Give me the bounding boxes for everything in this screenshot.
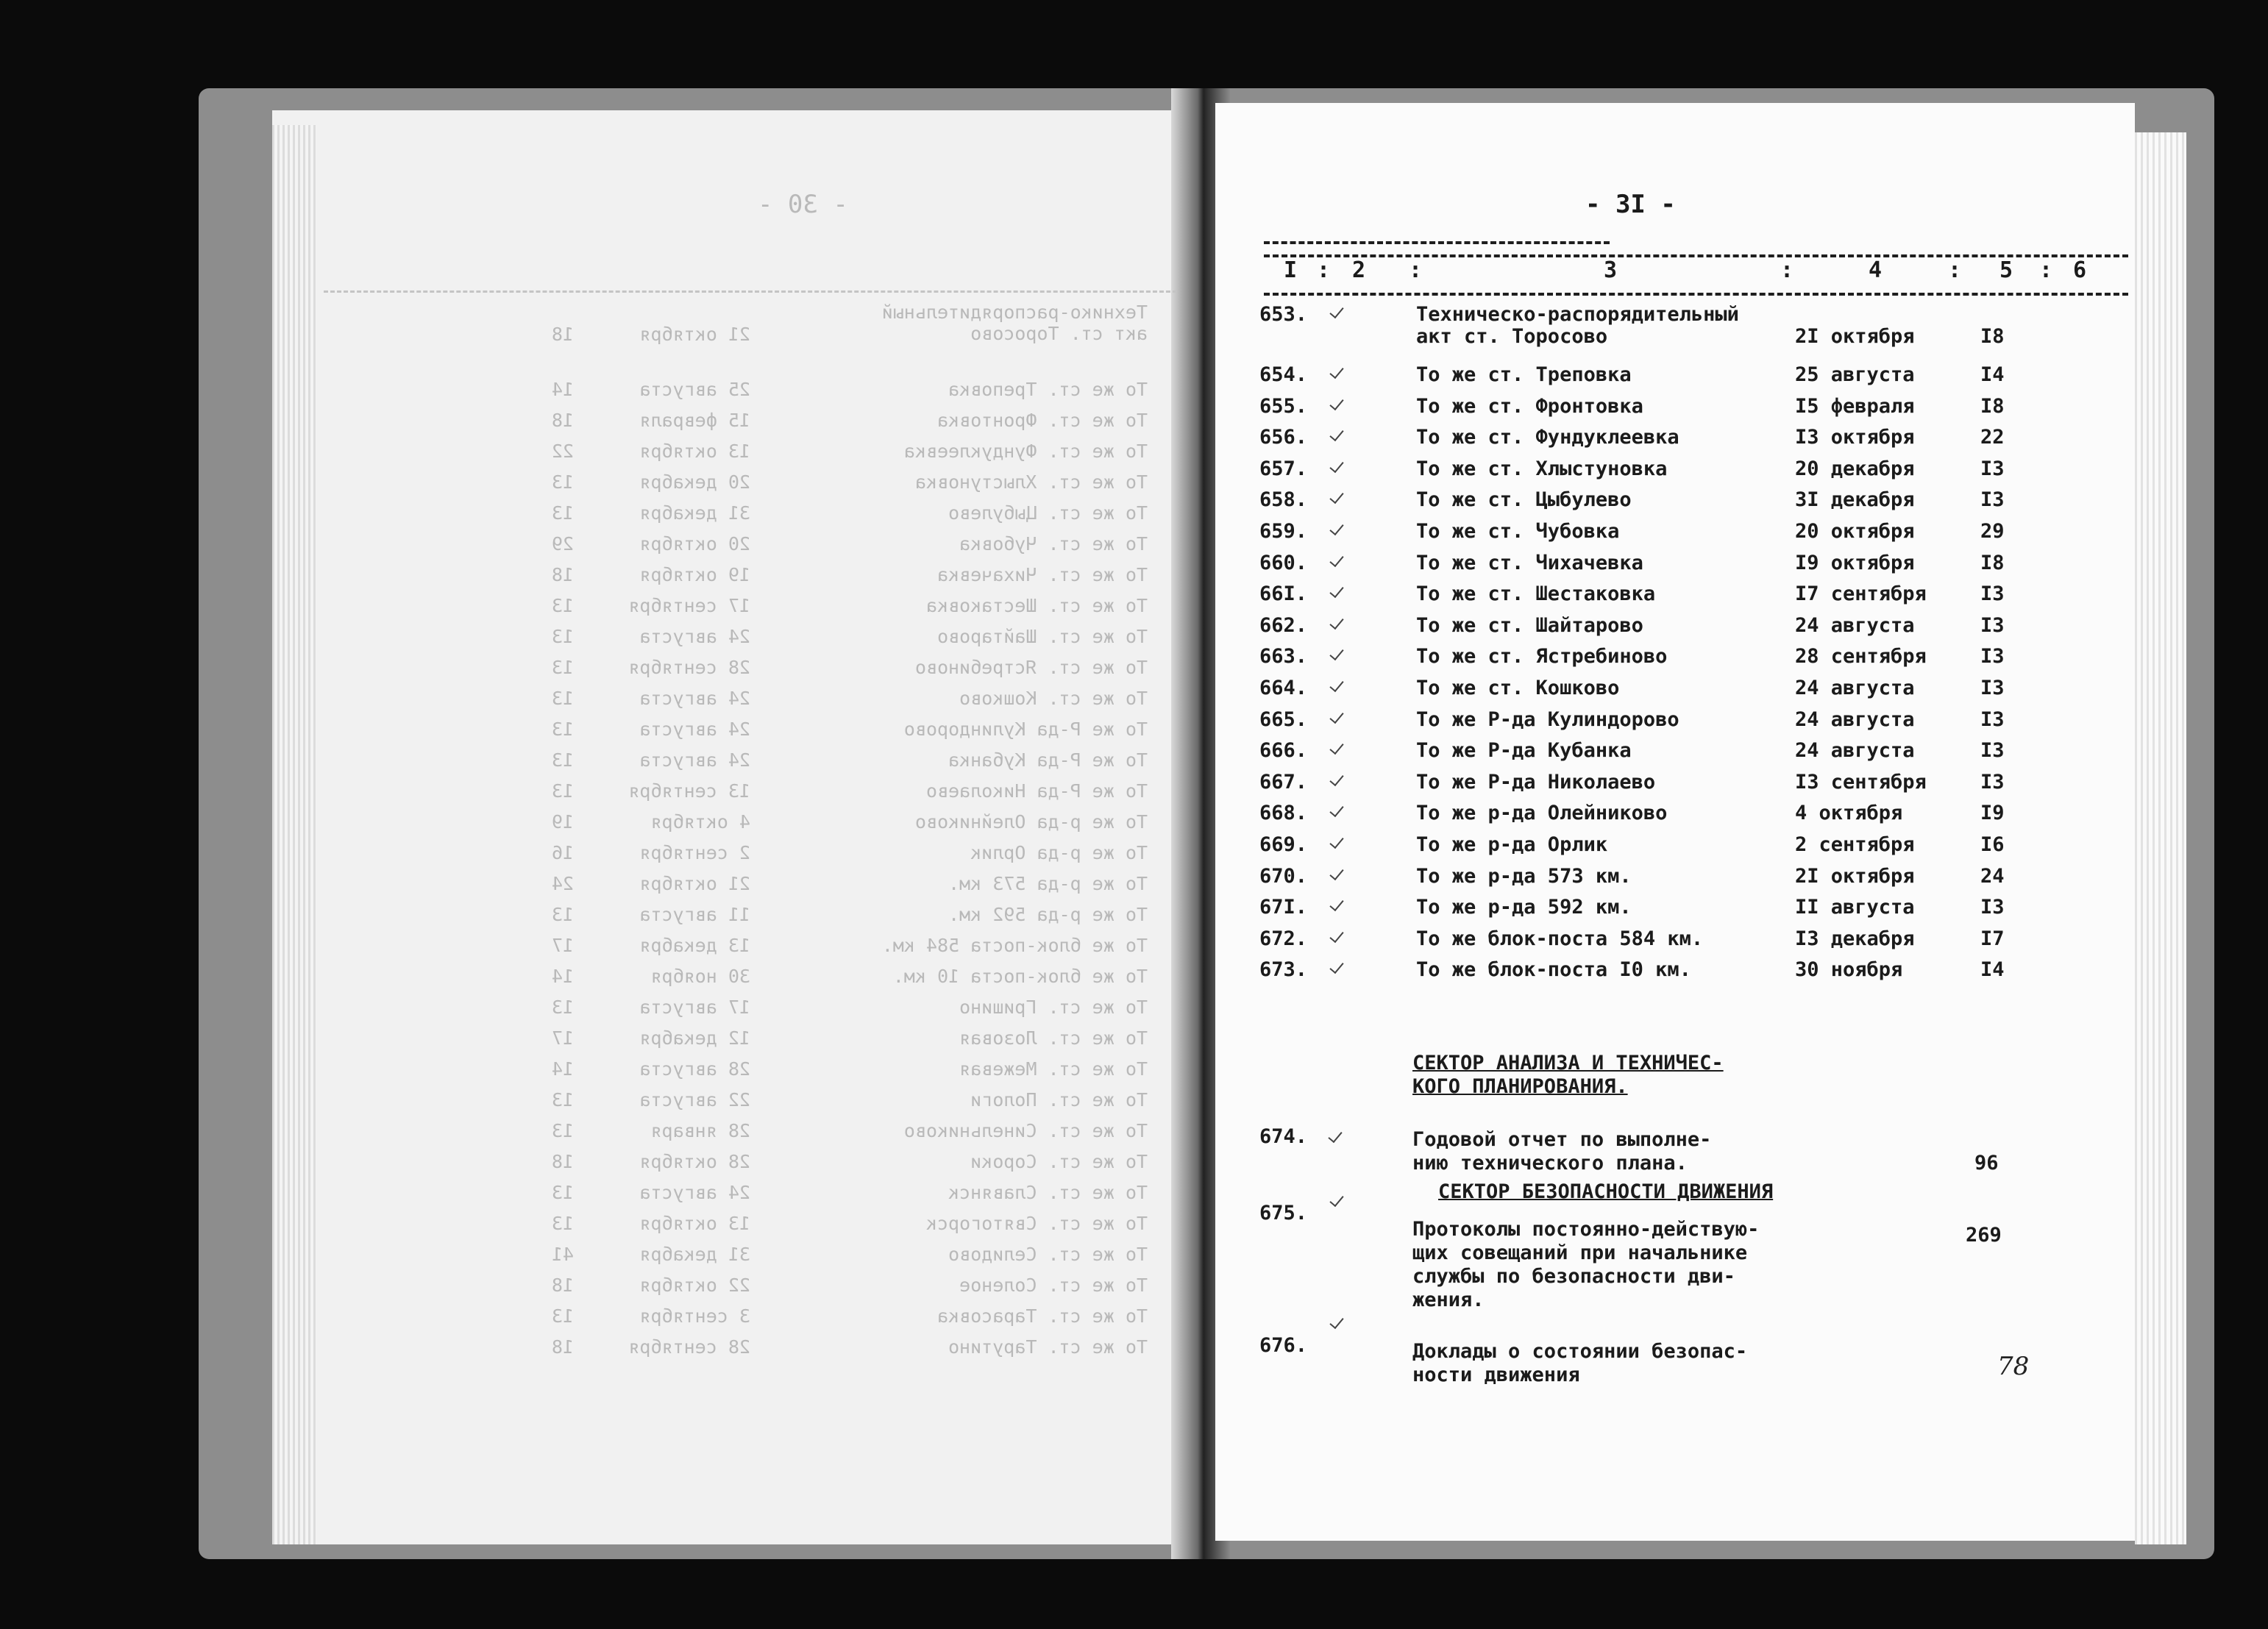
bleed-row <box>486 1120 1148 1150</box>
bleed-row-date: 31 декабря <box>639 1244 750 1265</box>
entry-676-number: 676. <box>1259 1334 1308 1357</box>
entry-description: То же р-да Олейниково <box>1416 802 1668 825</box>
bleed-row <box>486 595 1148 625</box>
col-header-6: 6 <box>2073 257 2087 283</box>
bleed-row-name: То же ст. Сороки <box>970 1151 1148 1172</box>
bleed-row-count: 18 <box>551 1336 574 1358</box>
bleed-row-count: 13 <box>551 1120 574 1141</box>
entry-number: 653. <box>1259 303 1308 326</box>
bleed-row-count: 13 <box>551 904 574 925</box>
entry-date: I7 сентября <box>1795 582 1927 606</box>
bleed-row <box>486 410 1148 440</box>
entry-number: 673. <box>1259 958 1308 982</box>
bleed-row-date: 17 августа <box>639 997 750 1018</box>
bleed-row <box>486 966 1148 996</box>
bleed-row-count: 13 <box>551 595 574 616</box>
bleed-row-date: 22 октября <box>639 1275 750 1296</box>
entry-description: То же ст. Кошково <box>1416 677 1620 699</box>
entry-number: 667. <box>1259 770 1308 794</box>
bleed-row-date: 4 октября <box>650 811 750 833</box>
bleed-row-date: 17 сентября <box>628 595 750 616</box>
entry-description: То же ст. Шайтарово <box>1416 613 1643 637</box>
bleed-row-date: 31 декабря <box>639 502 750 524</box>
entry-count: I6 <box>1980 833 2005 856</box>
entry-count: I3 <box>1980 896 2005 919</box>
bleed-row-count: 41 <box>551 1244 574 1265</box>
bleed-row-date: 24 августа <box>639 749 750 771</box>
entry-date: II августа <box>1795 896 1915 919</box>
bleed-row <box>486 780 1148 810</box>
bleed-row-count: 17 <box>551 1027 574 1049</box>
entry-date: 24 августа <box>1795 739 1915 763</box>
bleed-row-name: То же ст. Славянск <box>948 1182 1148 1203</box>
entry-number: 662. <box>1259 613 1308 637</box>
bleed-row-date: 25 августа <box>639 379 750 400</box>
section-safety-heading: СЕКТОР БЕЗОПАСНОСТИ ДВИЖЕНИЯ <box>1438 1180 1774 1203</box>
bleed-row-name: То же ст. Селидово <box>948 1244 1148 1265</box>
entry-date: 24 августа <box>1795 707 1915 731</box>
bleed-row-date: 13 октября <box>639 1213 750 1234</box>
bleed-row-date: 24 августа <box>639 719 750 740</box>
col-header-1: I <box>1284 257 1298 283</box>
bleed-row-count: 13 <box>551 1213 574 1234</box>
entry-count: I4 <box>1980 958 2005 982</box>
entry-count: I3 <box>1980 457 2005 480</box>
bleed-row-name: То же Р-да Кулиндорово <box>903 719 1148 740</box>
bleed-row <box>486 502 1148 532</box>
bleed-row-count: 18 <box>551 564 574 585</box>
entry-676-line1: Доклады о состоянии безопас- <box>1412 1340 1748 1363</box>
entry-number: 670. <box>1259 864 1308 888</box>
col-header-5: 5 <box>1999 257 2013 283</box>
entry-date: 4 октября <box>1795 802 1903 825</box>
bleed-row-name: То же ст. Тарутино <box>948 1336 1148 1358</box>
bleed-row-name: То же ст. Цыбулево <box>948 502 1148 524</box>
bleed-row-name: То же ст. Соленое <box>959 1275 1148 1296</box>
col-sep: : <box>1317 257 1331 283</box>
header-rule-short <box>1264 241 1610 244</box>
entry-675-number: 675. <box>1259 1202 1308 1225</box>
page-edge-stack <box>2135 132 2186 1544</box>
entry-number: 660. <box>1259 551 1308 574</box>
entry-count: I8 <box>1980 551 2005 574</box>
entry-number: 656. <box>1259 426 1308 449</box>
bleed-row-count: 18 <box>551 410 574 431</box>
bleed-row-count: 13 <box>551 1089 574 1111</box>
bleed-row-count: 24 <box>551 873 574 894</box>
bleed-top-date: 21 октября <box>639 324 750 345</box>
bleed-row-date: 24 августа <box>639 1182 750 1203</box>
entry-date: 2 сентября <box>1795 833 1915 856</box>
bleed-row-count: 13 <box>551 657 574 678</box>
bleed-row-date: 30 ноября <box>650 966 750 987</box>
bleed-row-date: 13 сентября <box>628 780 750 802</box>
entry-date: 3I декабря <box>1795 488 1915 512</box>
entry-number: 657. <box>1259 457 1308 480</box>
bleed-row-name: То же ст. Чихачевка <box>937 564 1148 585</box>
entry-count: I3 <box>1980 582 2005 606</box>
bleed-row-name: То же ст. Шайтарово <box>937 626 1148 647</box>
handwritten-page-note: 78 <box>1997 1352 2030 1381</box>
bleed-row-date: 12 декабря <box>639 1027 750 1049</box>
bleed-row-count: 19 <box>551 811 574 833</box>
bleed-row-count: 22 <box>551 441 574 462</box>
bleed-row-count: 16 <box>551 842 574 863</box>
entry-date: I3 декабря <box>1795 927 1915 950</box>
entry-count: I3 <box>1980 707 2005 731</box>
col-header-2: 2 <box>1352 257 1366 283</box>
entry-number: 654. <box>1259 363 1308 386</box>
entry-count: I9 <box>1980 802 2005 825</box>
right-page-number: - 3I - <box>1585 190 1676 219</box>
bleed-row <box>486 1336 1148 1366</box>
bleed-top-count: 18 <box>551 324 574 345</box>
bleed-row-name: То же ст. Межевая <box>959 1058 1148 1080</box>
bleed-row-date: 20 октября <box>639 533 750 555</box>
left-header-rule <box>324 290 1177 293</box>
left-bleed-top-entry <box>486 302 1148 368</box>
entry-description: То же р-да 573 км. <box>1416 864 1632 888</box>
bleed-row-date: 28 января <box>650 1120 750 1141</box>
entry-number: 665. <box>1259 707 1308 731</box>
bleed-row-date: 24 августа <box>639 688 750 709</box>
entry-number: 659. <box>1259 520 1308 543</box>
entry-number: 666. <box>1259 739 1308 763</box>
col-sep: : <box>1948 257 1962 283</box>
col-header-4: 4 <box>1869 257 1883 283</box>
bleed-row-name: То же р-да Олейниково <box>914 811 1148 833</box>
bleed-row-count: 13 <box>551 780 574 802</box>
entry-date: 20 октября <box>1795 520 1915 543</box>
entry-count: I3 <box>1980 739 2005 763</box>
entry-description: То же Р-да Кубанка <box>1416 739 1632 763</box>
bleed-row-count: 14 <box>551 966 574 987</box>
entry-number: 672. <box>1259 927 1308 950</box>
entry-description: То же ст. Фронтовка <box>1416 394 1643 418</box>
bleed-row <box>486 1058 1148 1088</box>
bleed-row <box>486 873 1148 903</box>
bleed-row-count: 13 <box>551 626 574 647</box>
entry-number: 66I. <box>1259 582 1308 606</box>
entry-description: То же Р-да Кулиндорово <box>1416 707 1679 731</box>
entry-count: I8 <box>1980 325 2005 348</box>
bleed-row-name: То же р-да 573 км. <box>948 873 1148 894</box>
header-rule-bottom <box>1264 293 2128 296</box>
bleed-row <box>486 626 1148 656</box>
bleed-row-name: То же ст. Хлыстуновка <box>914 471 1148 493</box>
bleed-row <box>486 688 1148 718</box>
bleed-row-name: То же ст. Шестаковка <box>925 595 1148 616</box>
entry-number: 67I. <box>1259 896 1308 919</box>
bleed-row-name: То же р-да Орлик <box>970 842 1148 863</box>
entry-count: I3 <box>1980 645 2005 669</box>
bleed-row <box>486 935 1148 965</box>
entry-description: То же ст. Шестаковка <box>1416 582 1656 606</box>
entry-description: То же ст. Хлыстуновка <box>1416 457 1668 480</box>
bleed-row <box>486 1275 1148 1305</box>
bleed-row-count: 13 <box>551 502 574 524</box>
col-header-3: 3 <box>1604 257 1618 283</box>
bleed-row-date: 3 сентября <box>639 1305 750 1327</box>
bleed-row-name: То же Р-да Николаево <box>925 780 1148 802</box>
bleed-row-count: 13 <box>551 719 574 740</box>
header-rule-top <box>1264 254 2128 257</box>
bleed-row <box>486 471 1148 502</box>
entry-date: 24 августа <box>1795 677 1915 699</box>
bleed-row <box>486 1151 1148 1181</box>
bleed-row-name: То же ст. Гришино <box>959 997 1148 1018</box>
entry-date: 2I октября <box>1795 864 1915 888</box>
entry-date: 25 августа <box>1795 363 1915 386</box>
entry-count: I7 <box>1980 927 2005 950</box>
bleed-row-date: 28 сентября <box>628 657 750 678</box>
bleed-row-name: То же ст. Чубовка <box>959 533 1148 555</box>
bleed-row-name: То же р-да 592 км. <box>948 904 1148 925</box>
entry-count: I3 <box>1980 488 2005 512</box>
entry-count: I3 <box>1980 677 2005 699</box>
bleed-row <box>486 657 1148 687</box>
entry-number: 663. <box>1259 645 1308 669</box>
bleed-row <box>486 379 1148 409</box>
bleed-row-count: 29 <box>551 533 574 555</box>
entry-date: 30 ноября <box>1795 958 1903 982</box>
bleed-row-date: 19 октября <box>639 564 750 585</box>
entry-description: То же ст. Цыбулево <box>1416 488 1632 512</box>
entry-description: акт ст. Торосово <box>1416 325 1608 348</box>
bleed-row-name: То же ст. Синельниково <box>903 1120 1148 1141</box>
bleed-row-count: 13 <box>551 997 574 1018</box>
entry-count: I3 <box>1980 770 2005 794</box>
col-sep: : <box>2039 257 2053 283</box>
bleed-row <box>486 904 1148 934</box>
bleed-row-count: 18 <box>551 1151 574 1172</box>
bleed-row-date: 21 октября <box>639 873 750 894</box>
entry-description: То же ст. Ястребиново <box>1416 645 1668 669</box>
left-bleed-list <box>486 379 1148 1423</box>
bleed-row-date: 15 февраля <box>639 410 750 431</box>
entry-count: 29 <box>1980 520 2005 543</box>
bleed-row-date: 22 августа <box>639 1089 750 1111</box>
bleed-row-date: 13 декабря <box>639 935 750 956</box>
bleed-row-date: 2 сентября <box>639 842 750 863</box>
entry-number: 669. <box>1259 833 1308 856</box>
bleed-row-count: 14 <box>551 379 574 400</box>
bleed-row-name: То же ст. Треповка <box>948 379 1148 400</box>
bleed-row-name: То же ст. Пологи <box>970 1089 1148 1111</box>
bleed-row-count: 13 <box>551 749 574 771</box>
entry-count: I4 <box>1980 363 2005 386</box>
bleed-row-name: То же ст. Фундуклеевка <box>903 441 1148 462</box>
bleed-row-count: 13 <box>551 1305 574 1327</box>
col-sep: : <box>1780 257 1794 283</box>
entry-date: 20 декабря <box>1795 457 1915 480</box>
bleed-row <box>486 719 1148 749</box>
entry-674-line1: Годовой отчет по выполне- <box>1412 1128 1712 1151</box>
bleed-row-count: 13 <box>551 1182 574 1203</box>
entry-count: I3 <box>1980 613 2005 637</box>
bleed-row-date: 13 октября <box>639 441 750 462</box>
entry-674-count: 96 <box>1974 1152 1999 1174</box>
entry-date: I5 февраля <box>1795 394 1915 418</box>
entry-description: То же блок-поста I0 км. <box>1416 958 1691 982</box>
bleed-row-name: То же блок-поста 584 км. <box>881 935 1148 956</box>
bleed-row <box>486 1027 1148 1058</box>
bleed-row <box>486 1213 1148 1243</box>
entry-description: То же ст. Чубовка <box>1416 520 1620 543</box>
bleed-row <box>486 842 1148 872</box>
entry-description: То же ст. Треповка <box>1416 363 1632 386</box>
entry-date: 28 сентября <box>1795 645 1927 669</box>
bleed-row-name: То же ст. Тарасовка <box>937 1305 1148 1327</box>
entry-description: То же ст. Чихачевка <box>1416 551 1643 574</box>
entry-description: То же р-да 592 км. <box>1416 896 1632 919</box>
entry-674-number: 674. <box>1259 1125 1308 1148</box>
left-page-number: - 30 - <box>758 190 848 219</box>
entry-number: 668. <box>1259 802 1308 825</box>
bleed-row-name: То же ст. Святогорск <box>925 1213 1148 1234</box>
bleed-row-name: То же ст. Фронтовка <box>937 410 1148 431</box>
entry-date: I3 сентября <box>1795 770 1927 794</box>
entry-date: 24 августа <box>1795 613 1915 637</box>
bleed-row <box>486 1244 1148 1274</box>
bleed-row-date: 28 сентября <box>628 1336 750 1358</box>
bleed-row-date: 28 октября <box>639 1151 750 1172</box>
entry-description: То же р-да Орлик <box>1416 833 1608 856</box>
section-analysis-line1: СЕКТОР АНАЛИЗА И ТЕХНИЧЕС- <box>1412 1052 1724 1074</box>
entry-675-line2: щих совещаний при начальнике <box>1412 1241 1748 1264</box>
bleed-row <box>486 564 1148 594</box>
entry-description: То же Р-да Николаево <box>1416 770 1656 794</box>
bleed-row <box>486 749 1148 780</box>
entry-number: 664. <box>1259 677 1308 699</box>
bleed-row <box>486 1182 1148 1212</box>
entry-number: 658. <box>1259 488 1308 512</box>
entry-date: I3 октября <box>1795 426 1915 449</box>
col-sep: : <box>1409 257 1423 283</box>
bleed-row-count: 18 <box>551 1275 574 1296</box>
section-analysis-line2: КОГО ПЛАНИРОВАНИЯ. <box>1412 1075 1628 1098</box>
entry-number: 655. <box>1259 394 1308 418</box>
bleed-row-name: То же ст. Лозовая <box>959 1027 1148 1049</box>
entry-675-line1: Протоколы постоянно-действую- <box>1412 1218 1760 1241</box>
bleed-row-name: То же блок-поста 10 км. <box>892 966 1148 987</box>
entry-count: 22 <box>1980 426 2005 449</box>
bleed-row-date: 24 августа <box>639 626 750 647</box>
entry-675-line4: жения. <box>1412 1288 1485 1311</box>
bleed-row <box>486 811 1148 841</box>
entry-count: 24 <box>1980 864 2005 888</box>
bleed-row <box>486 441 1148 471</box>
bleed-row-name: То же ст. Ястребиново <box>914 657 1148 678</box>
entry-date: 2I октября <box>1795 325 1915 348</box>
bleed-row-name: То же Р-да Кубанка <box>948 749 1148 771</box>
entry-674-line2: нию технического плана. <box>1412 1152 1688 1174</box>
bleed-row-count: 14 <box>551 1058 574 1080</box>
entry-count: I8 <box>1980 394 2005 418</box>
entry-675-line3: службы по безопасности дви- <box>1412 1265 1735 1288</box>
entry-675-count: 269 <box>1966 1224 2002 1247</box>
bleed-row-count: 13 <box>551 471 574 493</box>
bleed-row-date: 28 августа <box>639 1058 750 1080</box>
entry-676-line2: ности движения <box>1412 1364 1580 1386</box>
bleed-row <box>486 1089 1148 1119</box>
bleed-row-count: 13 <box>551 688 574 709</box>
bleed-row-date: 20 декабря <box>639 471 750 493</box>
bleed-row-date: 11 августа <box>639 904 750 925</box>
entry-description: Техническо-распорядительный <box>1416 303 1739 326</box>
entry-description: То же блок-поста 584 км. <box>1416 927 1704 950</box>
entry-date: I9 октября <box>1795 551 1915 574</box>
bleed-row <box>486 997 1148 1027</box>
bleed-row <box>486 533 1148 563</box>
bleed-top-line1: Технико-распорядительный <box>881 302 1148 323</box>
entry-description: То же ст. Фундуклеевка <box>1416 426 1679 449</box>
bleed-top-line2: акт ст. Торосово <box>970 323 1148 344</box>
bleed-row-name: То же ст. Кошково <box>959 688 1148 709</box>
bleed-row <box>486 1305 1148 1336</box>
bleed-row-count: 17 <box>551 935 574 956</box>
